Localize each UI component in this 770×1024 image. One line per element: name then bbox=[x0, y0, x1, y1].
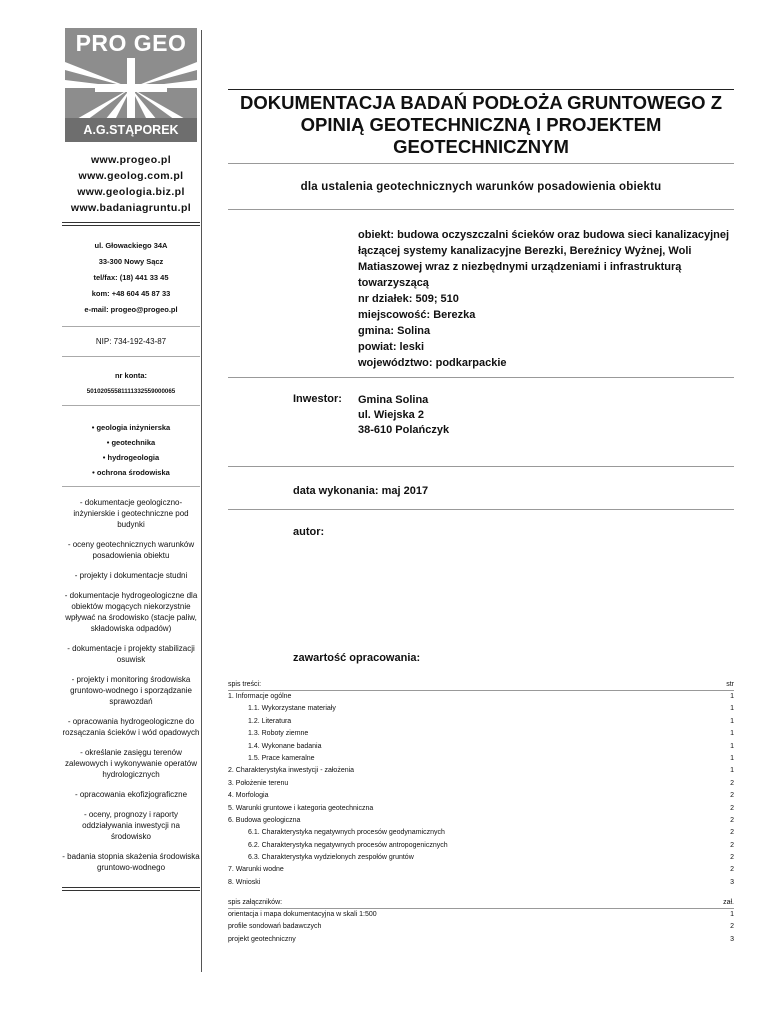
toc-row-page: 1 bbox=[730, 693, 734, 700]
toc-row-label: 7. Warunki wodne bbox=[228, 866, 284, 874]
toc-row-page: 2 bbox=[730, 792, 734, 800]
toc-row bbox=[228, 778, 734, 790]
toc-row-page: 1 bbox=[730, 730, 734, 738]
website-link[interactable]: www.progeo.pl bbox=[90, 154, 172, 166]
divider bbox=[62, 486, 200, 487]
attachments-header-page: zał. bbox=[723, 899, 734, 906]
document-subtitle: dla ustalenia geotechnicznych warunków posadowienia obiektu bbox=[300, 181, 662, 193]
attachment-row-page: 2 bbox=[730, 923, 734, 931]
toc-row-page: 2 bbox=[730, 829, 734, 837]
divider bbox=[62, 225, 200, 226]
toc-row-page: 2 bbox=[730, 779, 734, 787]
attachment-row-label: profile sondowań badawczych bbox=[228, 923, 322, 931]
object-line: Matiaszowej wraz z niezbędnymi urządzeniami i infrastrukturą bbox=[358, 261, 682, 273]
toc-row bbox=[228, 864, 734, 876]
object-line: obiekt: budowa oczyszczalni ścieków oraz budowa sieci kanalizacyjnej bbox=[358, 229, 730, 241]
service-item: - badania stopnia skażenia środowiska gruntowo-wodnego bbox=[62, 852, 200, 872]
company-logo bbox=[65, 28, 197, 142]
toc-row-label: 6.3. Charakterystyka wydzielonych zespołów gruntów bbox=[248, 854, 414, 862]
attachment-row-page: 3 bbox=[730, 935, 734, 943]
contact-block bbox=[62, 238, 200, 318]
attachment-row-label: orientacja i mapa dokumentacyjna w skali 1:500 bbox=[228, 911, 377, 918]
attachment-row-page: 1 bbox=[730, 911, 734, 918]
divider bbox=[228, 377, 734, 378]
investor-name: Gmina Solina bbox=[358, 394, 429, 406]
logo-bottom-text: A.G.STĄPOREK bbox=[65, 118, 197, 142]
address-city: 33-300 Nowy Sącz bbox=[98, 257, 164, 266]
investor-details bbox=[358, 393, 449, 438]
toc-row bbox=[228, 827, 734, 839]
toc-row-page: 2 bbox=[730, 804, 734, 812]
investor-label: Inwestor: bbox=[293, 393, 342, 405]
parcel-numbers: nr działek: 509; 510 bbox=[358, 293, 459, 305]
account-number: 50102055581111332559000065 bbox=[86, 388, 176, 395]
specialty-item: • ochrona środowiska bbox=[92, 468, 170, 477]
divider bbox=[228, 163, 734, 164]
locality: miejscowość: Berezka bbox=[358, 309, 476, 321]
toc-row-label: 6. Budowa geologiczna bbox=[228, 816, 301, 824]
toc-row-label: 2. Charakterystyka inwestycji - założenia bbox=[228, 767, 355, 775]
service-item: - dokumentacje i projekty stabilizacji osuwisk bbox=[67, 644, 195, 664]
toc-row-label: 8. Wnioski bbox=[228, 878, 261, 886]
email-link[interactable]: e-mail: progeo@progeo.pl bbox=[84, 305, 178, 314]
service-item: - oceny geotechnicznych warunków posadowienia obiektu bbox=[67, 540, 195, 560]
toc-row bbox=[228, 840, 734, 852]
toc-row-page: 1 bbox=[730, 717, 734, 725]
investor-street: ul. Wiejska 2 bbox=[358, 409, 424, 421]
website-link[interactable]: www.geolog.com.pl bbox=[78, 170, 184, 182]
specialty-item: • geologia inżynierska bbox=[91, 423, 171, 432]
attachment-row bbox=[228, 909, 734, 921]
services-list bbox=[62, 497, 200, 873]
sidebar bbox=[62, 28, 200, 891]
divider bbox=[62, 405, 200, 406]
toc-row-page: 1 bbox=[730, 767, 734, 775]
object-line: łączącej systemy kanalizacyjne Berezki, Bereźnicy Wyżnej, Woli bbox=[358, 245, 692, 257]
attachments-header-label: spis załączników: bbox=[228, 899, 283, 906]
specialty-item: • hydrogeologia bbox=[102, 453, 160, 462]
toc-row-page: 1 bbox=[730, 705, 734, 713]
toc-row-label: 6.2. Charakterystyka negatywnych procesów antropogenicznych bbox=[248, 841, 448, 849]
toc-row bbox=[228, 741, 734, 753]
phone-fax: tel/fax: (18) 441 33 45 bbox=[93, 273, 169, 282]
service-item: - dokumentacje geologiczno-inżynierskie i geotechniczne pod budynki bbox=[73, 498, 189, 529]
voivodeship: województwo: podkarpackie bbox=[358, 357, 507, 369]
investor-city: 38-610 Polańczyk bbox=[358, 424, 450, 436]
specialty-item: • geotechnika bbox=[106, 438, 156, 447]
toc-header-label: spis treści: bbox=[228, 681, 262, 688]
toc-row-page: 2 bbox=[730, 866, 734, 874]
toc-row-label: 1.3. Roboty ziemne bbox=[248, 730, 309, 738]
logo-rays-icon bbox=[65, 58, 197, 120]
toc-header bbox=[228, 679, 734, 691]
logo-top-text: PRO GEO bbox=[75, 30, 187, 56]
divider bbox=[228, 509, 734, 510]
toc-row-page: 2 bbox=[730, 841, 734, 849]
toc-row-label: 1.1. Wykorzystane materiały bbox=[248, 705, 336, 713]
divider bbox=[62, 356, 200, 357]
toc-row-page: 2 bbox=[730, 816, 734, 824]
toc-row bbox=[228, 728, 734, 740]
divider bbox=[62, 890, 200, 891]
toc-row bbox=[228, 765, 734, 777]
service-item: - projekty i dokumentacje studni bbox=[74, 571, 188, 580]
website-link[interactable]: www.badaniagruntu.pl bbox=[70, 202, 192, 214]
toc-header-page: str bbox=[726, 681, 734, 688]
toc-row-page: 1 bbox=[730, 754, 734, 762]
toc-row bbox=[228, 803, 734, 815]
mobile-phone: kom: +48 604 45 87 33 bbox=[91, 289, 171, 298]
toc-row bbox=[228, 790, 734, 802]
divider bbox=[228, 209, 734, 210]
toc-row-page: 3 bbox=[730, 878, 734, 886]
attachment-row bbox=[228, 934, 734, 946]
nip-number: NIP: 734-192-43-87 bbox=[95, 337, 167, 346]
service-item: - projekty i monitoring środowiska gruntowo-wodnego i sporządzanie sprawozdań bbox=[70, 675, 192, 706]
attachment-row-label: projekt geotechniczny bbox=[228, 935, 296, 943]
completion-date: data wykonania: maj 2017 bbox=[293, 485, 429, 497]
title-top-rule bbox=[228, 89, 734, 90]
service-item: - opracowania ekofizjograficzne bbox=[74, 790, 188, 799]
toc-row-label: 3. Położenie terenu bbox=[228, 779, 289, 787]
table-of-contents bbox=[228, 679, 734, 889]
column-separator bbox=[201, 30, 202, 972]
district: powiat: leski bbox=[358, 341, 425, 353]
toc-row-label: 5. Warunki gruntowe i kategoria geotechniczna bbox=[228, 804, 374, 812]
toc-row-label: 6.1. Charakterystyka negatywnych procesów geodynamicznych bbox=[248, 829, 445, 837]
address-street: ul. Głowackiego 34A bbox=[94, 241, 168, 250]
toc-row bbox=[228, 815, 734, 827]
divider bbox=[228, 466, 734, 467]
toc-row-page: 2 bbox=[730, 854, 734, 862]
service-item: - określanie zasięgu terenów zalewowych i wykonywanie operatów hydrologicznych bbox=[64, 748, 198, 779]
toc-row-label: 4. Morfologia bbox=[228, 792, 269, 800]
specialties-list bbox=[62, 420, 200, 480]
toc-row-label: 1.2. Literatura bbox=[248, 717, 292, 725]
attachment-row bbox=[228, 921, 734, 933]
object-description bbox=[358, 227, 738, 371]
toc-row bbox=[228, 716, 734, 728]
attachments-list bbox=[228, 897, 734, 946]
service-item: - oceny, prognozy i raporty oddziaływania inwestycji na środowisko bbox=[82, 810, 180, 841]
municipality: gmina: Solina bbox=[358, 325, 431, 337]
contents-heading: zawartość opracowania: bbox=[293, 652, 421, 664]
toc-row-page: 1 bbox=[730, 742, 734, 750]
website-list bbox=[62, 152, 200, 216]
divider bbox=[62, 326, 200, 327]
divider bbox=[62, 222, 200, 223]
toc-row bbox=[228, 852, 734, 864]
divider bbox=[62, 887, 200, 888]
toc-row-label: 1. Informacje ogólne bbox=[228, 693, 292, 700]
toc-row bbox=[228, 691, 734, 703]
object-line: towarzyszącą bbox=[358, 277, 429, 289]
toc-row bbox=[228, 877, 734, 889]
toc-row-label: 1.5. Prace kameralne bbox=[248, 754, 315, 762]
toc-row-label: 1.4. Wykonane badania bbox=[248, 742, 322, 750]
toc-row bbox=[228, 753, 734, 765]
service-item: - opracowania hydrogeologiczne do rozsączania ścieków i wód opadowych bbox=[62, 717, 200, 737]
attachments-header bbox=[228, 897, 734, 909]
author-label: autor: bbox=[293, 526, 325, 538]
account-label: nr konta: bbox=[114, 371, 148, 380]
toc-row bbox=[228, 703, 734, 715]
service-item: - dokumentacje hydrogeologiczne dla obiektów mogących niekorzystnie wpływać na środowisko (stacje paliw, składowiska odpadów) bbox=[64, 591, 198, 633]
document-title: DOKUMENTACJA BADAŃ PODŁOŻA GRUNTOWEGO Z OPINIĄ GEOTECHNICZNĄ I PROJEKTEM GEOTECHNICZNYM bbox=[239, 92, 722, 157]
website-link[interactable]: www.geologia.biz.pl bbox=[77, 186, 185, 198]
